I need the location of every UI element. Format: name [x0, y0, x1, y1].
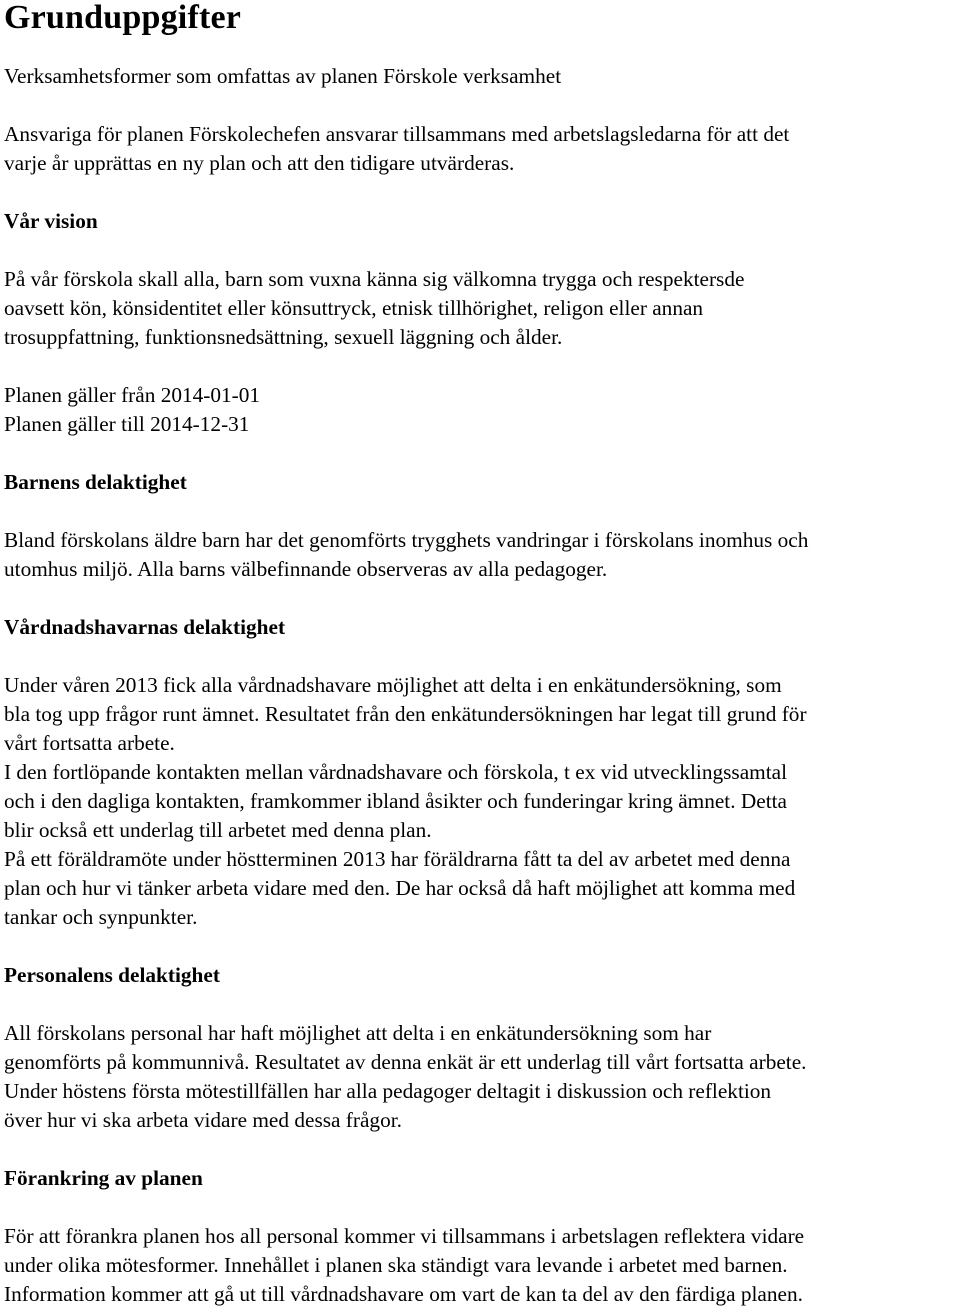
text-line: Bland förskolans äldre barn har det genomförts trygghets vandringar i förskolans inomhus och — [4, 528, 809, 552]
text-line: På vår förskola skall alla, barn som vuxna känna sig välkomna trygga och respektersde — [4, 267, 745, 291]
text-line: utomhus miljö. Alla barns välbefinnande observeras av alla pedagoger. — [4, 557, 608, 581]
text-line: oavsett kön, könsidentitet eller könsuttryck, etnisk tillhörighet, religon eller annan — [4, 296, 704, 320]
text-line: under olika mötesformer. Innehållet i planen ska ständigt vara levande i arbetet med barnen. — [4, 1253, 788, 1277]
text-line: Ansvariga för planen Förskolechefen ansvarar tillsammans med arbetslagsledarna för att det — [4, 122, 790, 146]
vision-paragraph — [4, 265, 960, 352]
text-line: Information kommer att gå ut till vårdnadshavare om vart de kan ta del av den färdiga planen. — [4, 1282, 803, 1306]
text-line: bla tog upp frågor runt ämnet. Resultatet från den enkätundersökningen har legat till grund för — [4, 702, 807, 726]
barnens-heading: Barnens delaktighet — [4, 470, 187, 494]
text-line: och i den dagliga kontakten, framkommer ibland åsikter och funderingar kring ämnet. Detta — [4, 789, 787, 813]
personal-paragraph — [4, 1019, 960, 1135]
text-line: varje år upprättas en ny plan och att den tidigare utvärderas. — [4, 151, 515, 175]
text-line: Under våren 2013 fick alla vårdnadshavare möjlighet att delta i en enkätundersökning, som — [4, 673, 782, 697]
date-to: Planen gäller till 2014-12-31 — [4, 412, 250, 436]
text-line: genomförts på kommunnivå. Resultatet av denna enkät är ett underlag till vårt fortsatta arbete. — [4, 1050, 807, 1074]
text-line: trosuppfattning, funktionsnedsättning, sexuell läggning och ålder. — [4, 325, 563, 349]
dates-block — [4, 381, 960, 439]
ansvariga-paragraph — [4, 120, 960, 178]
barnens-paragraph — [4, 526, 960, 584]
text-line: blir också ett underlag till arbetet med denna plan. — [4, 818, 432, 842]
text-line: tankar och synpunkter. — [4, 905, 198, 929]
text-line: På ett föräldramöte under höstterminen 2013 har föräldrarna fått ta del av arbetet med denna — [4, 847, 791, 871]
page-title: Grunduppgifter — [4, 0, 242, 36]
vision-heading: Vår vision — [4, 209, 98, 233]
vardnad-heading: Vårdnadshavarnas delaktighet — [4, 615, 286, 639]
date-from: Planen gäller från 2014-01-01 — [4, 383, 261, 407]
vardnad-paragraph — [4, 671, 960, 932]
text-line: över hur vi ska arbeta vidare med dessa frågor. — [4, 1108, 402, 1132]
text-line: All förskolans personal har haft möjlighet att delta i en enkätundersökning som har — [4, 1021, 712, 1045]
text-line: Under höstens första mötestillfällen har alla pedagoger deltagit i diskussion och reflektion — [4, 1079, 772, 1103]
personal-heading: Personalens delaktighet — [4, 963, 220, 987]
verksamhetsformer-text: Verksamhetsformer som omfattas av planen Förskole verksamhet — [4, 64, 562, 88]
text-line: I den fortlöpande kontakten mellan vårdnadshavare och förskola, t ex vid utvecklingssamtal — [4, 760, 788, 784]
forankring-paragraph — [4, 1222, 960, 1309]
forankring-heading: Förankring av planen — [4, 1166, 203, 1190]
text-line: plan och hur vi tänker arbeta vidare med den. De har också då haft möjlighet att komma med — [4, 876, 796, 900]
text-line: För att förankra planen hos all personal kommer vi tillsammans i arbetslagen reflektera vidare — [4, 1224, 805, 1248]
text-line: vårt fortsatta arbete. — [4, 731, 175, 755]
